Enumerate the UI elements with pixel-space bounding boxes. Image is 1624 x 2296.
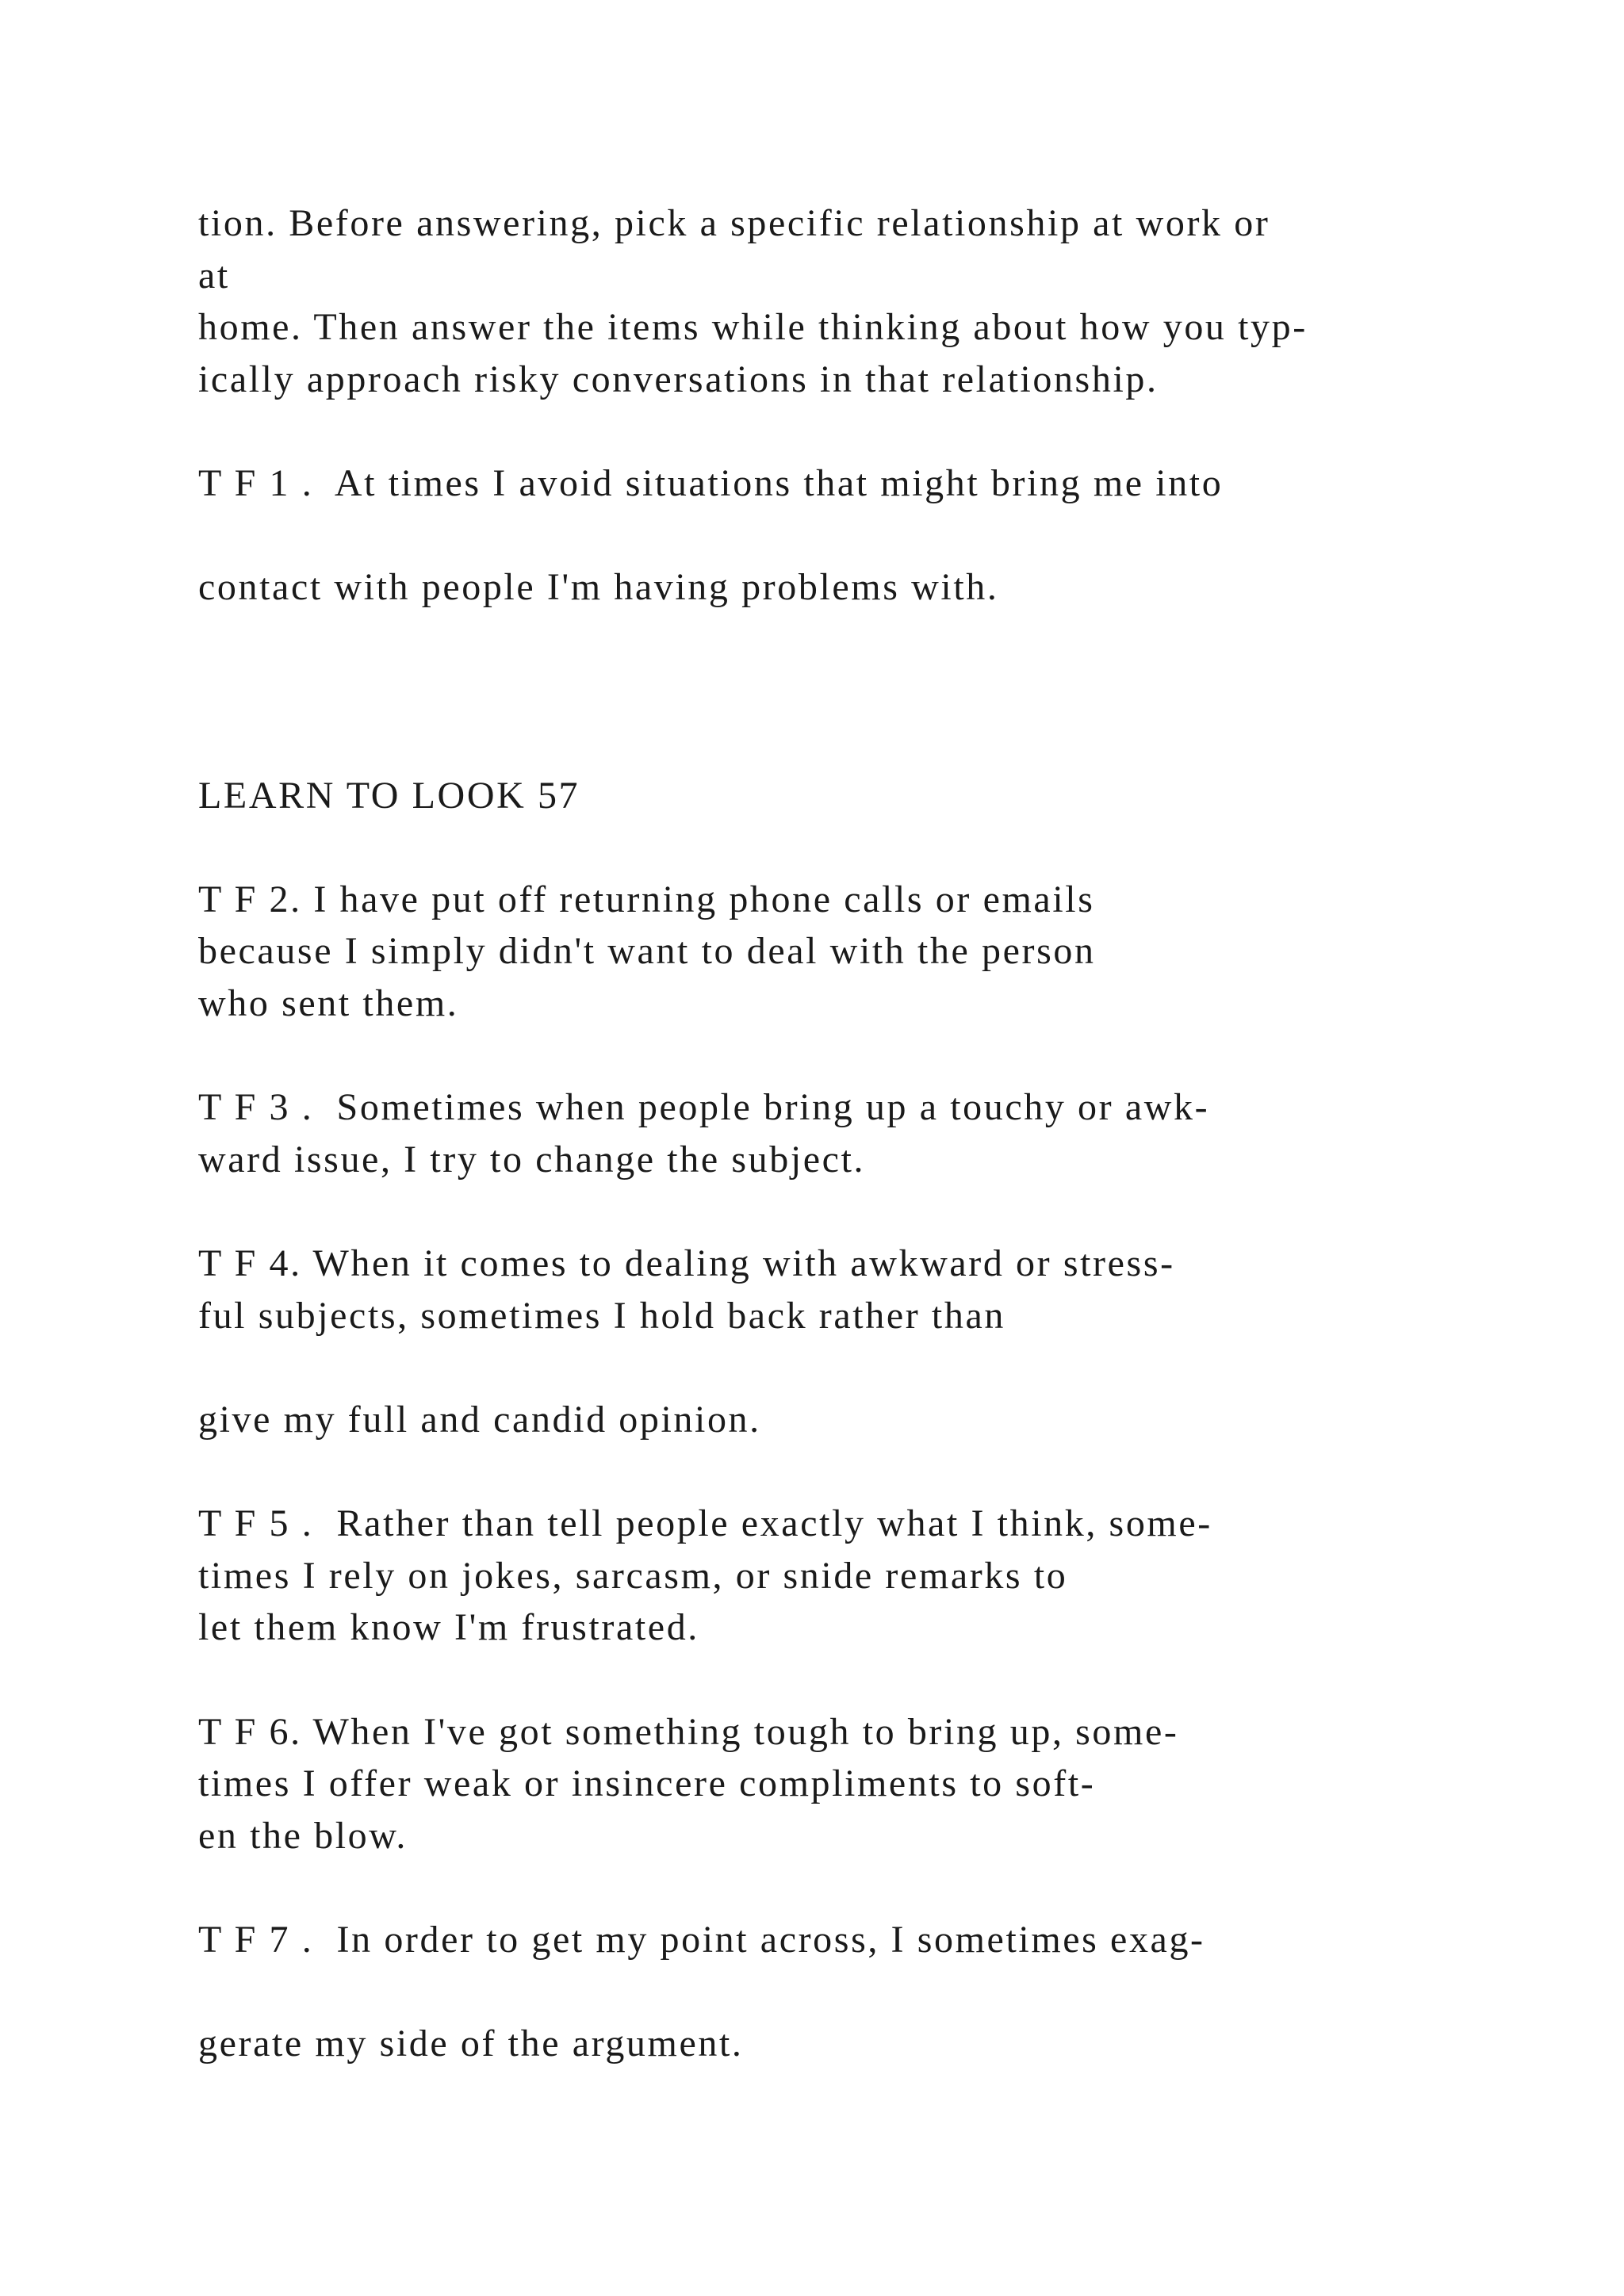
survey-item-7: T F 7 . In order to get my point across, I sometimes exag- [198,1919,1205,1961]
survey-item-2: T F 2. I have put off returning phone calls or emails [198,878,1095,920]
text-line: because I simply didn't want to deal with the person [198,930,1096,972]
survey-item-1: T F 1 . At times I avoid situations that might bring me into [198,462,1224,504]
text-line: give my full and candid opinion. [198,1399,761,1441]
text-line: tion. Before answering, pick a specific relationship at work or [198,202,1270,244]
text-line: contact with people I'm having problems with. [198,566,999,608]
text-line: ically approach risky conversations in that relationship. [198,358,1159,400]
text-line: times I offer weak or insincere compliments to soft- [198,1762,1096,1804]
text-line: let them know I'm frustrated. [198,1606,699,1648]
text-line: home. Then answer the items while thinking about how you typ- [198,306,1308,348]
survey-item-6: T F 6. When I've got something tough to bring up, some- [198,1711,1179,1753]
text-line: who sent them. [198,982,459,1024]
page-header: LEARN TO LOOK 57 [198,775,580,817]
text-line: times I rely on jokes, sarcasm, or snide remarks to [198,1555,1068,1597]
text-line: en the blow. [198,1815,408,1857]
text-line: gerate my side of the argument. [198,2022,744,2064]
survey-item-4: T F 4. When it comes to dealing with awkward or stress- [198,1242,1175,1284]
text-line: at [198,254,230,297]
survey-item-3: T F 3 . Sometimes when people bring up a touchy or awk- [198,1086,1210,1128]
survey-item-5: T F 5 . Rather than tell people exactly what I think, some- [198,1502,1212,1544]
text-line: ward issue, I try to change the subject. [198,1138,866,1181]
text-line: ful subjects, sometimes I hold back rather than [198,1295,1005,1337]
